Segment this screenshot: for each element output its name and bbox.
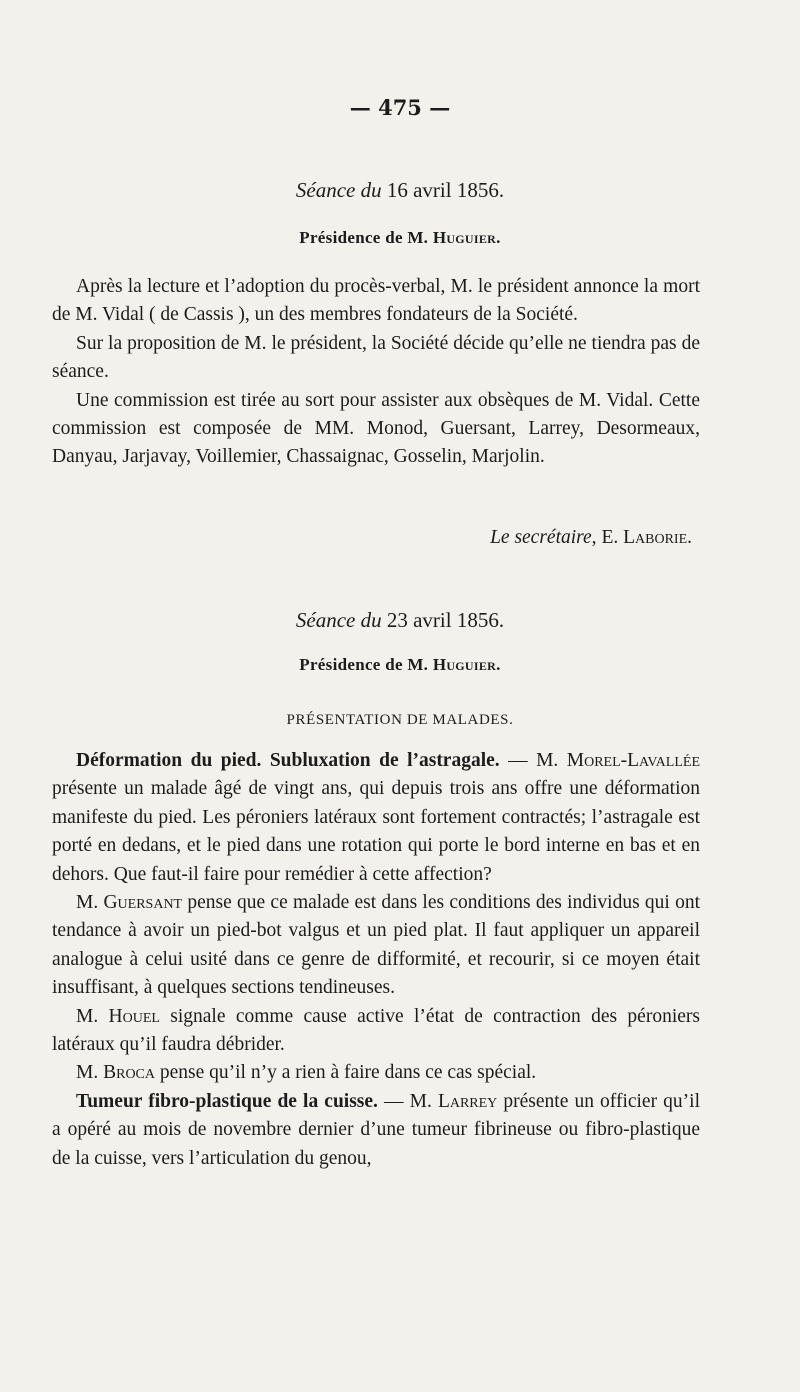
case-heading: Déformation du pied. Subluxation de l’astragale. (76, 750, 500, 771)
session-1-presidence (0, 228, 800, 248)
surgeon-name: Broca (103, 1062, 155, 1084)
session-1-paragraph: Sur la proposition de M. le président, la Société décide qu’elle ne tiendra pas de séance. (52, 332, 700, 383)
case-heading: Tumeur fibro-plastique de la cuisse. (76, 1090, 378, 1112)
page-number: — 475 — (349, 95, 451, 120)
session-1-paragraph: Après la lecture et l’adoption du procès-verbal, M. le président annonce la mort de M. Vidal ( de Cassis ), un des membres fondateurs de la Société. (52, 276, 700, 326)
session-1-signature (0, 527, 692, 549)
session-1-title-prefix: Séance du (295, 178, 382, 202)
surgeon-name: Houel (108, 1005, 160, 1027)
session-1-date: 16 avril 1856. (386, 178, 505, 202)
surgeon-name: Morel-Lavallée (566, 750, 700, 771)
surgeon-name: Larrey (437, 1090, 498, 1112)
session-1-paragraph: Une commission est tirée au sort pour assister aux obsèques de M. Vidal. Cette commission est composée de MM. Monod, Guersant, Larrey, Desormeaux, Danyau, Jarjavay, Voillemier, Chassaignac, Gosselin, Marjolin. (52, 389, 700, 468)
discussion-paragraph: M. Houel signale comme cause active l’état de contraction des péroniers latéraux qu’il faudra débrider. (52, 1005, 700, 1056)
session-2-date: 23 avril 1856. (386, 608, 505, 632)
session-2-president: Huguier. (432, 655, 501, 674)
session-1-president: Huguier. (432, 228, 501, 247)
session-1-presidence-label: Présidence de M. (299, 228, 429, 247)
session-1-title (0, 178, 800, 203)
session-2-title-prefix: Séance du (295, 608, 382, 632)
session-2-presidence-label: Présidence de M. (299, 655, 429, 674)
session-2-title (0, 608, 800, 633)
signature-name: E. Laborie. (601, 527, 692, 548)
case-paragraph: Tumeur fibro-plastique de la cuisse. — M. Larrey présente un officier qu’il a opéré au mois de novembre dernier d’une tumeur fibrineuse ou fibro-plastique de la cuisse, vers l’articulation du genou, (52, 1090, 701, 1169)
case-paragraph: Déformation du pied. Subluxation de l’astragale. — M. Morel-Lavallée présente un malade âgé de vingt ans, qui depuis trois ans offre une déformation manifeste du pied. Les péroniers latéraux sont fortement contractés; l’astragale est porté en dedans, et le pied dans une rotation qui porte le bord interne en bas et en dehors. Que faut-il faire pour remédier à cette affection? (52, 750, 700, 885)
session-1-body (52, 273, 700, 472)
discussion-paragraph: M. Broca pense qu’il n’y a rien à faire dans ce cas spécial. (76, 1062, 537, 1084)
section-title: PRÉSENTATION DE MALADES. (286, 712, 514, 728)
session-2-body (52, 747, 700, 1173)
session-2-presidence (0, 655, 800, 675)
surgeon-name: Guersant (103, 892, 183, 914)
signature-role: Le secrétaire, (490, 527, 597, 548)
discussion-paragraph: M. Guersant pense que ce malade est dans les conditions des individus qui ont tendance à avoir un pied-bot valgus et un pied plat. Il faut appliquer un appareil analogue à celui usité dans ce genre de difformité, et recourir, si ce moyen était insuffisant, à quelques sections tendineuses. (52, 892, 700, 999)
